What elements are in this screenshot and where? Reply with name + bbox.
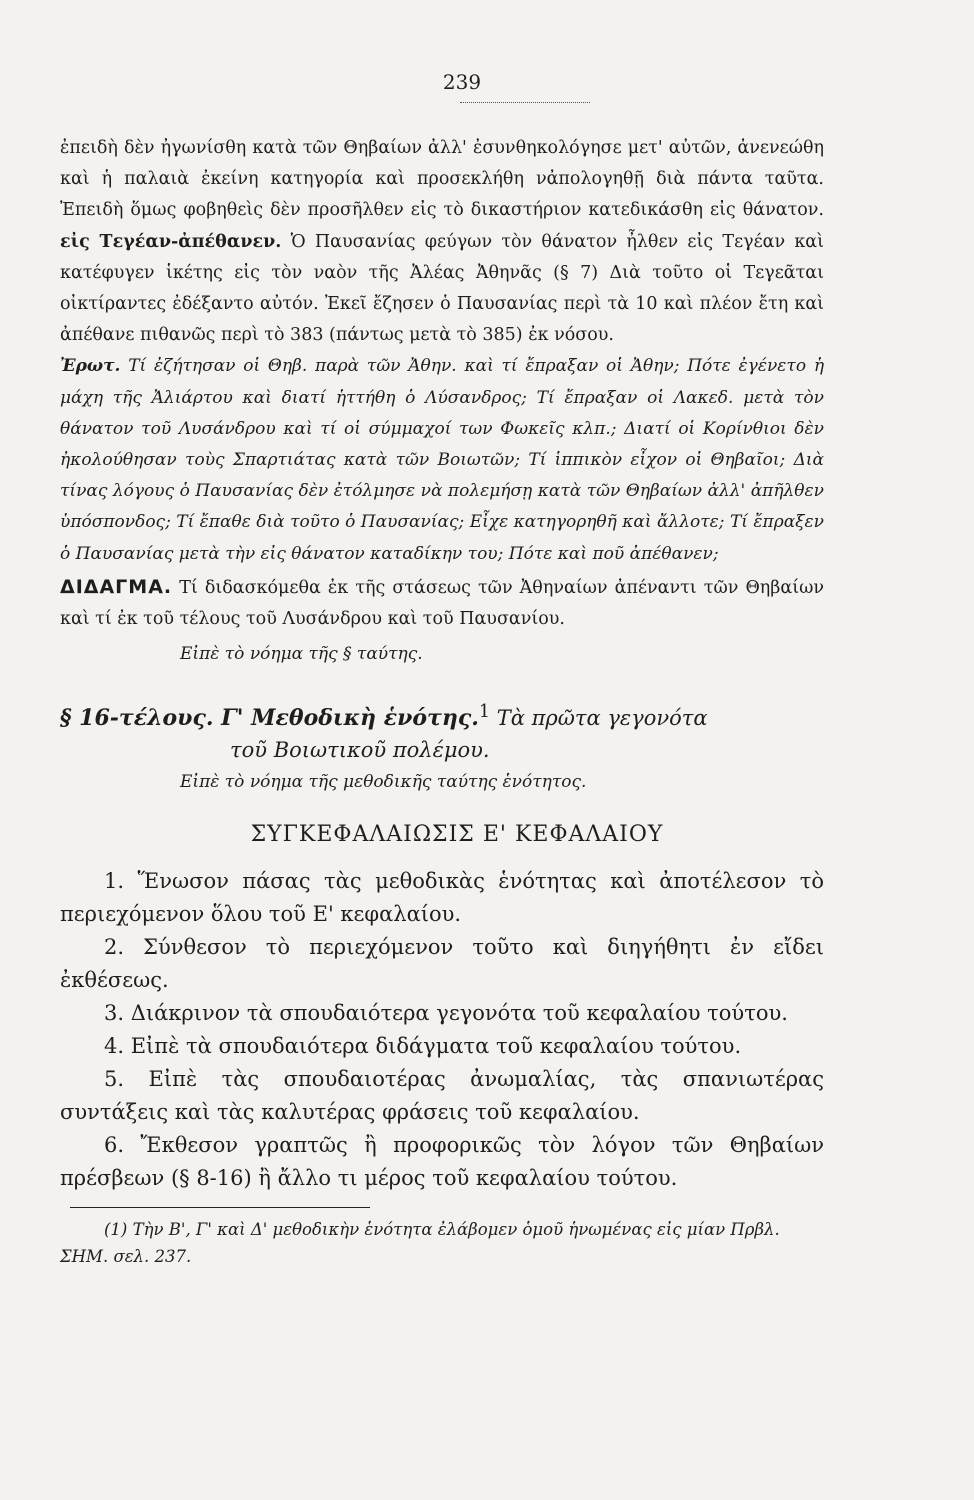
teaching-say: Εἰπὲ τὸ νόημα τῆς § ταύτης. [180, 644, 423, 665]
summary-title: ΣΥΓΚΕΦΑΛΑΙΩΣΙΣ Ε' ΚΕΦΑΛΑΙΟΥ [250, 822, 664, 848]
body-text: ἐπειδὴ δὲν ἠγωνίσθη κατὰ τῶν Θηβαίων ἀλλ' ἐσυνθηκολόγησε μετ' αὐτῶν, ἀνενεώθη καὶ ἡ παλαιὰ ἐκείνη κατηγορία καὶ προσεκλήθη νἀπολογηθῇ διὰ πάντα ταῦτα. Ἐπειδὴ ὅμως φοβηθεὶς δὲν προσῆλθεν εἰς τὸ δικαστήριον κατεδικάσθη εἰς θάνατον. [60, 138, 824, 221]
section-say: Εἰπὲ τὸ νόημα τῆς μεθοδικῆς ταύτης ἑνότητος. [180, 772, 587, 793]
body-text-continued: Ὁ Παυσανίας φεύγων τὸν θάνατον ἦλθεν εἰς Τεγέαν καὶ κατέφυγεν ἱκέτης εἰς τὸν ναὸν τῆς Ἀλέας Ἀθηνᾶς (§ 7) Διὰ τοῦτο οἱ Τεγεᾶται οἰκτίραντες ἐδέξαντο αὐτόν. Ἐκεῖ ἔζησεν ὁ Παυσανίας περὶ τὰ 10 καὶ πλέον ἔτη καὶ ἀπέθανε πιθανῶς περὶ τὸ 383 (πάντως μετὰ τὸ 385) ἐκ νόσου. [60, 231, 824, 346]
summary-item: 3. Διάκρινον τὰ σπουδαιότερα γεγονότα τοῦ κεφαλαίου τούτου. [104, 1001, 788, 1026]
summary-item: 1. Ἕνωσον πάσας τὰς μεθοδικὰς ἑνότητας καὶ ἀποτέλεσον τὸ περιεχόμενον ὅλου τοῦ Ε' κεφαλαίου. [60, 869, 824, 927]
summary-item: 2. Σύνθεσον τὸ περιεχόμενον τοῦτο καὶ διηγήθητι ἐν εἴδει ἐκθέσεως. [60, 935, 824, 993]
summary-list [60, 865, 824, 1195]
teaching-label: ΔΙΔΑΓΜΑ. [60, 575, 173, 598]
questions-text: Τί ἐζήτησαν οἱ Θηβ. παρὰ τῶν Ἀθην. καὶ τί ἔπραξαν οἱ Ἀθην; Πότε ἐγένετο ἡ μάχη τῆς Ἀλιάρτου καὶ διατί ἡττήθη ὁ Λύσανδρος; Τί ἔπραξαν οἱ Λακεδ. μετὰ τὸν θάνατον τοῦ Λυσάνδρου καὶ τί οἱ σύμμαχοί των Φωκεῖς κλπ.; Διατί οἱ Κορίνθιοι δὲν ἠκολούθησαν τοὺς Σπαρτιάτας κατὰ τῶν Βοιωτῶν; Τί ἱππικὸν εἶχον οἱ Θηβαῖοι; Διὰ τίνας λόγους ὁ Παυσανίας δὲν ἐτόλμησε νὰ πολεμήσῃ κατὰ τῶν Θηβαίων ἀλλ' ἀπῆλθεν ὑπόσπονδος; Τί ἔπαθε διὰ τοῦτο ὁ Παυσανίας; Εἶχε κατηγορηθῆ καὶ ἄλλοτε; Τί ἔπραξεν ὁ Παυσανίας μετὰ τὴν εἰς θάνατον καταδίκην του; Πότε καὶ ποῦ ἀπέθανεν; [60, 356, 824, 564]
teaching-paragraph [60, 572, 824, 635]
footnote: (1) Τὴν Β', Γ' καὶ Δ' μεθοδικὴν ἑνότητα ἐλάβομεν ὁμοῦ ἡνωμένας εἰς μίαν Πρβλ. ΣΗΜ. σελ. 237. [60, 1220, 780, 1267]
section-footnote-mark: 1 [478, 702, 491, 723]
questions-paragraph [60, 351, 824, 569]
summary-item: 4. Εἰπὲ τὰ σπουδαιότερα διδάγματα τοῦ κεφαλαίου τούτου. [104, 1034, 742, 1059]
summary-item: 6. Ἔκθεσον γραπτῶς ἢ προφορικῶς τὸν λόγον τῶν Θηβαίων πρέσβεων (§ 8-16) ἢ ἄλλο τι μέρος τοῦ κεφαλαίου τούτου. [60, 1133, 824, 1191]
summary-item: 5. Εἰπὲ τὰς σπουδαιοτέρας ἀνωμαλίας, τὰς σπανιωτέρας συντάξεις καὶ τὰς καλυτέρας φράσεις τοῦ κεφαλαίου. [60, 1067, 824, 1125]
footnote-rule [70, 1207, 370, 1208]
body-paragraph [60, 133, 824, 351]
section-heading [60, 696, 824, 734]
section-heading-bold: § 16-τέλους. Γ' Μεθοδικὴ ἑνότης. [60, 705, 479, 732]
page-number-rule [460, 102, 590, 103]
section-title: Τὰ πρῶτα γεγονότα [496, 706, 708, 731]
section-title-continued: τοῦ Βοιωτικοῦ πολέμου. [230, 738, 490, 763]
page-number: 239 [442, 70, 482, 94]
body-bold-heading: εἰς Τεγέαν-ἀπέθανεν. [60, 231, 282, 252]
questions-label: Ἐρωτ. [60, 356, 121, 377]
teaching-text: Τί διδασκόμεθα ἐκ τῆς στάσεως τῶν Ἀθηναίων ἀπέναντι τῶν Θηβαίων καὶ τί ἐκ τοῦ τέλους τοῦ Λυσάνδρου καὶ τοῦ Παυσανίου. [60, 577, 824, 630]
